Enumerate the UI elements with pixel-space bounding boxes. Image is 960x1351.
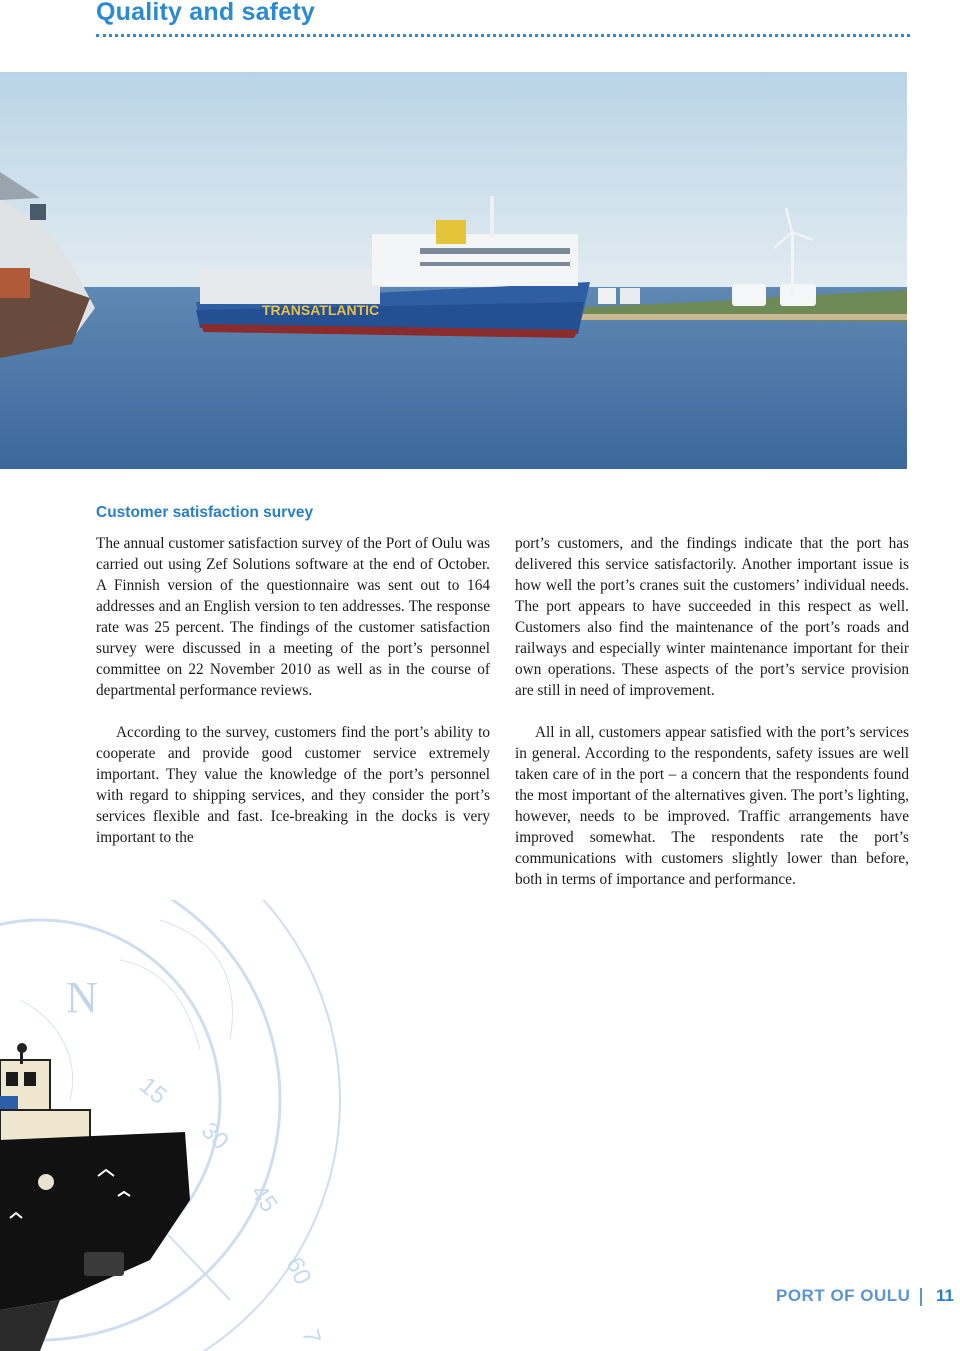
footer-brand: PORT OF OULU: [776, 1286, 911, 1305]
footer-separator: [920, 1288, 922, 1306]
page-title: Quality and safety: [96, 0, 315, 26]
paragraph: The annual customer satisfaction survey of the Port of Oulu was carried out using Zef Solutions software at the end of October. A Finnish version of the questionnaire was sent out to 164 addresses and an English version to ten addresses. The response rate was 25 percent. The findings of the customer satisfaction survey were discussed in a meeting of the port’s personnel committee on 22 November 2010 as well as in the course of departmental performance reviews.: [96, 535, 490, 699]
compass-degree-label: 15: [134, 1071, 172, 1110]
paragraph: port’s customers, and the findings indicate that the port has delivered this service satisfactorily. Another important issue is how well the port’s cranes suit the customers’ individual needs. The port appears to have succeeded in this respect as well. Customers also find the maintenance of the port’s roads and railways and especially winter maintenance important for their own operations. These aspects of the port’s service provision are still in need of improvement.: [515, 535, 909, 699]
right-text-column: [515, 533, 909, 911]
paragraph: All in all, customers appear satisfied with the port’s services in general. According to the respondents, safety issues are well taken care of in the port – a concern that the respondents found the most important of the alternatives given. The port’s lighting, however, needs to be improved. Traffic arrangements have improved somewhat. The respondents rate the port’s communications with customers slightly lower than before, both in terms of importance and performance.: [515, 724, 909, 888]
left-text-column: [96, 533, 490, 869]
page-number: 11: [936, 1286, 954, 1305]
compass-rose-illustration: [0, 900, 420, 1351]
hull-lettering: TRANSATLANTIC: [262, 302, 380, 318]
compass-degree-label: 60: [280, 1253, 317, 1289]
compass-degree-label: 30: [195, 1117, 234, 1156]
compass-degree-label: 45: [245, 1179, 283, 1218]
paragraph: According to the survey, customers find the port’s ability to cooperate and provide good customer service extremely important. They value the knowledge of the port’s personnel with regard to shipping services, and they consider the port’s services flexible and fast. Ice-breaking in the docks is very important to the: [96, 724, 490, 846]
section-heading: Customer satisfaction survey: [96, 504, 314, 521]
harbour-photo: [0, 72, 907, 469]
title-dotted-rule: [96, 34, 910, 37]
compass-north-letter: N: [66, 973, 98, 1022]
compass-degree-label: 7: [296, 1326, 326, 1347]
